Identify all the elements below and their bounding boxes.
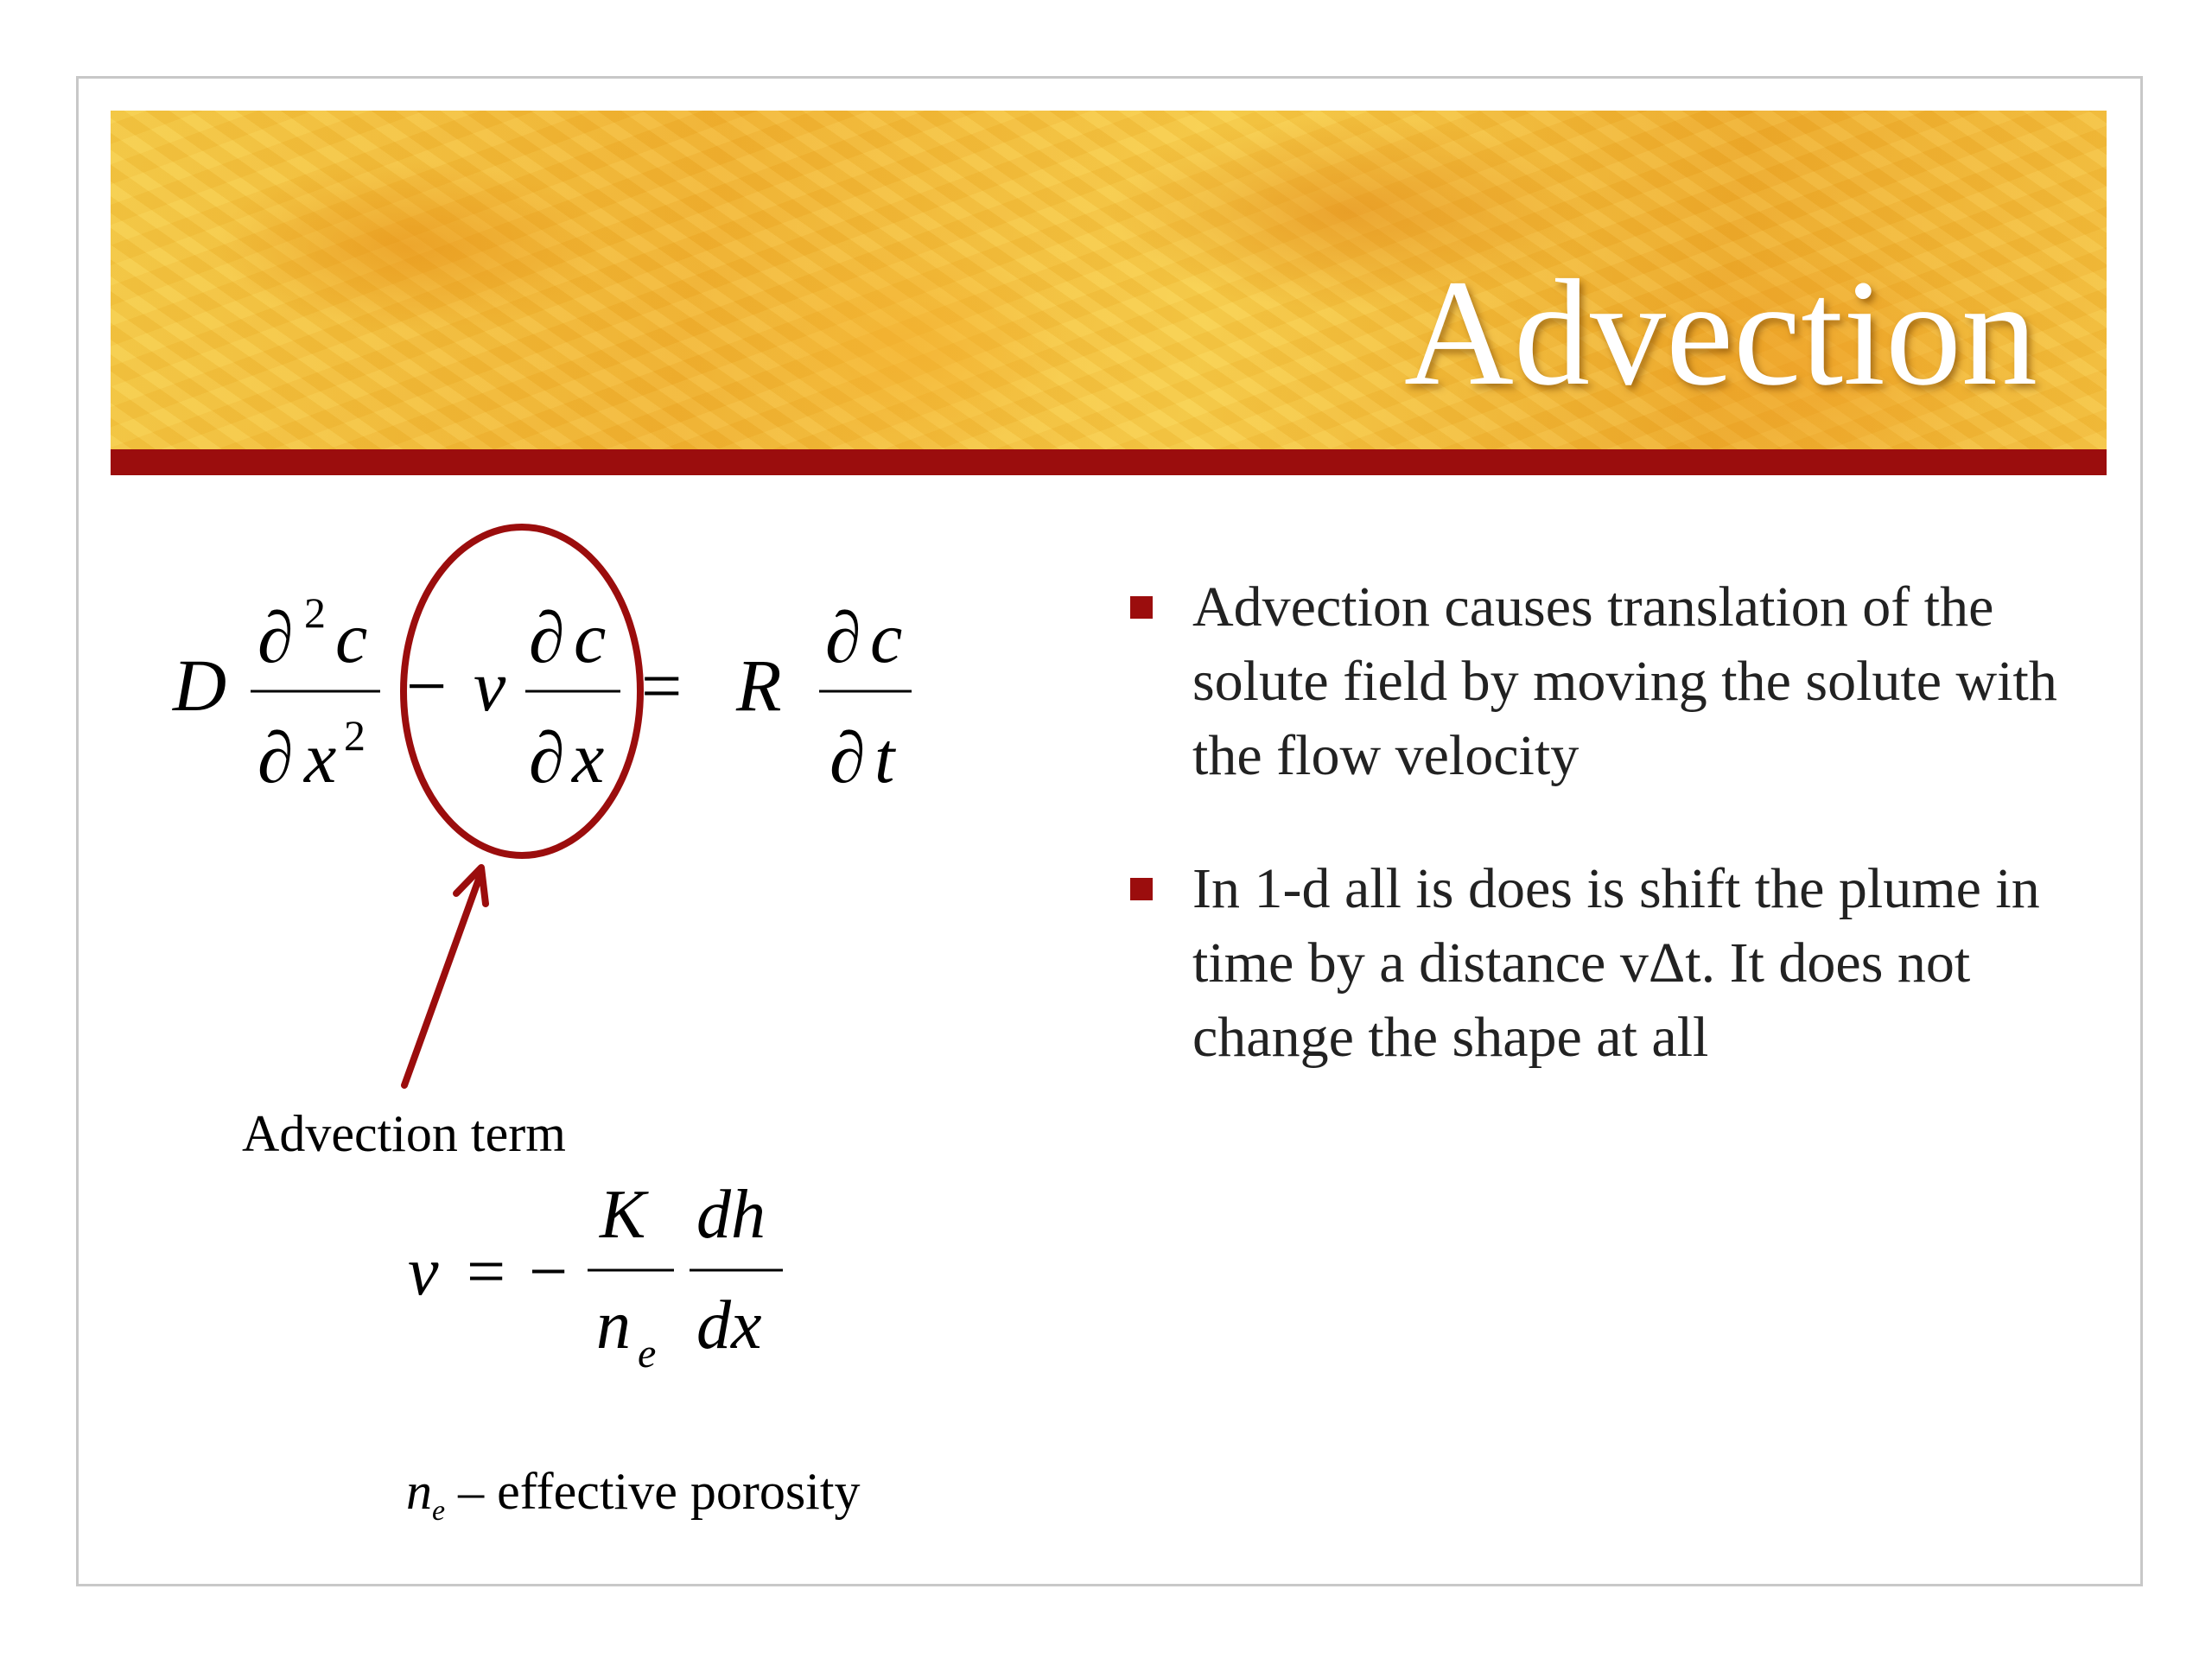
- eq-var-c-2: c: [574, 598, 607, 678]
- vel-n: n: [596, 1287, 631, 1363]
- eq-coef-d: D: [173, 644, 227, 727]
- vel-equals: =: [467, 1234, 506, 1310]
- eq-minus: −: [406, 646, 448, 727]
- bullet-item: [1123, 570, 2091, 793]
- eq-partial-5: ∂: [825, 598, 861, 678]
- bullet-list: [1123, 570, 2091, 1134]
- eq-exp-1: 2: [304, 588, 326, 637]
- porosity-symbol-n: n: [406, 1463, 432, 1520]
- vel-minus: −: [529, 1234, 569, 1310]
- eq-partial-4: ∂: [529, 718, 565, 798]
- eq-partial-1: ∂: [257, 598, 294, 678]
- eq-var-x-2: x: [572, 718, 605, 798]
- eq-equals: =: [641, 646, 683, 727]
- eq-var-c-3: c: [870, 598, 903, 678]
- eq-var-x-1: x: [304, 718, 337, 798]
- slide-title: Advection: [1403, 249, 2037, 417]
- eq-partial-2: ∂: [257, 718, 294, 798]
- porosity-symbol: [406, 1463, 446, 1527]
- eq-var-c-1: c: [335, 598, 368, 678]
- porosity-text: – effective porosity: [445, 1463, 861, 1520]
- bullet-item: [1123, 852, 2091, 1075]
- eq-var-t: t: [874, 718, 895, 798]
- eq-partial-6: ∂: [830, 718, 866, 798]
- porosity-symbol-sub: e: [432, 1495, 446, 1527]
- eq-exp-2: 2: [344, 711, 365, 760]
- eq-coef-r: R: [736, 644, 782, 727]
- advection-term-label: Advection term: [242, 1105, 566, 1162]
- porosity-footnote: [406, 1462, 861, 1528]
- eq-var-v: v: [474, 646, 506, 727]
- vel-k: K: [600, 1177, 646, 1253]
- square-bullet-icon: [1130, 878, 1153, 900]
- vel-lhs: v: [408, 1234, 439, 1310]
- bullet-text: Advection causes translation of the solute field by moving the solute with the flow velocity: [1192, 575, 2057, 787]
- vel-e: e: [638, 1331, 657, 1376]
- square-bullet-icon: [1130, 596, 1153, 619]
- bullet-text: In 1-d all is does is shift the plume in time by a distance vΔt. It does not change the shape at all: [1192, 857, 2040, 1069]
- eq-partial-3: ∂: [529, 598, 565, 678]
- vel-dx: dx: [696, 1287, 762, 1363]
- vel-dh: dh: [696, 1177, 766, 1253]
- annotation-arrow-shaft: [404, 874, 480, 1085]
